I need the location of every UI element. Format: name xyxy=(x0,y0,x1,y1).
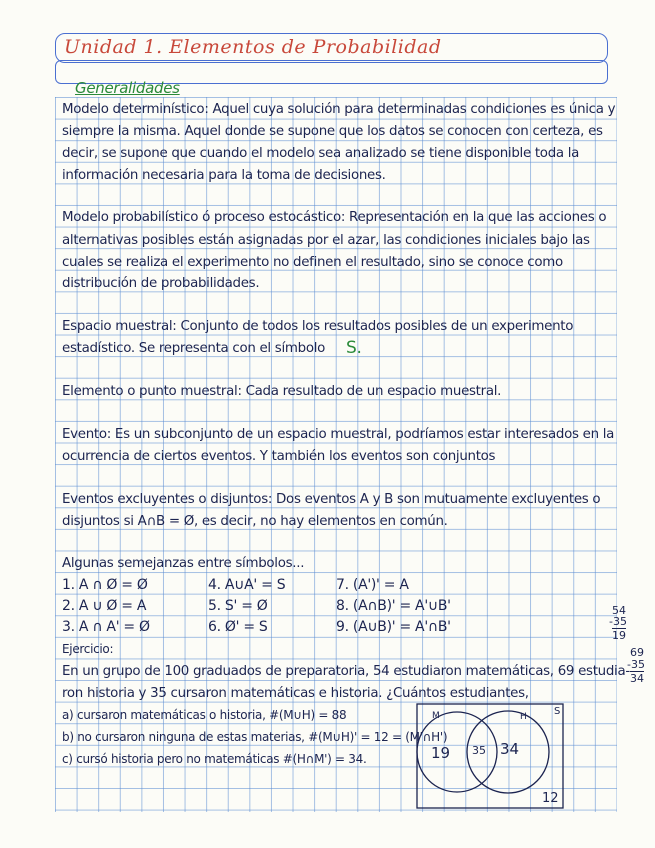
section-heading: Generalidades xyxy=(75,79,180,97)
probabilistico-line-4: distribución de probabilidades. xyxy=(62,276,260,291)
evento-line-1: Evento: Es un subconjunto de un espacio muestral, podríamos estar interesados en la xyxy=(62,427,615,442)
venn-both: 35 xyxy=(472,744,486,757)
semejanza-9: 9. (A∪B)' = A'∩B' xyxy=(336,619,451,635)
probabilistico-line-3: cuales se realiza el experimento no definen el resultado, sino se conoce como xyxy=(62,255,563,270)
determinista-line-2: siempre la misma. Aquel donde se supone que los datos se conocen con certeza, es xyxy=(62,124,603,139)
determinista-line-4: información necesaria para la toma de decisiones. xyxy=(62,168,386,183)
pregunta-c: c) cursó historia pero no matemáticas #(H∩M') = 34. xyxy=(62,752,367,766)
semejanza-1: 1. A ∩ Ø = Ø xyxy=(62,577,148,593)
calc2-top: 69 xyxy=(630,646,644,659)
excluyentes-line-2: disjuntos si A∩B = Ø, es decir, no hay elementos en común. xyxy=(62,514,448,529)
venn-only-h: 34 xyxy=(500,740,520,758)
determinista-line-1: Modelo determinístico: Aquel cuya solución para determinadas condiciones es única y xyxy=(62,102,616,117)
venn-label-s: S xyxy=(554,706,561,717)
pregunta-b: b) no cursaron ninguna de estas materias, #(M∪H)' = 12 = (M'∩H') xyxy=(62,730,448,744)
espacio-line-2: estadístico. Se representa con el símbolo xyxy=(62,341,326,356)
calc2-result: 34 xyxy=(630,672,644,685)
ejercicio-heading: Ejercicio: xyxy=(62,642,114,656)
semejanza-6: 6. Ø' = S xyxy=(208,619,268,635)
determinista-line-3: decir, se supone que cuando el modelo sea analizado se tiene disponible toda la xyxy=(62,146,580,161)
elemento-line: Elemento o punto muestral: Cada resultado de un espacio muestral. xyxy=(62,384,502,399)
espacio-line-1: Espacio muestral: Conjunto de todos los resultados posibles de un experimento xyxy=(62,319,574,334)
semejanzas-heading: Algunas semejanzas entre símbolos... xyxy=(62,556,305,571)
probabilistico-line-1: Modelo probabilístico ó proceso estocástico: Representación en la que las acciones o xyxy=(62,210,607,225)
venn-label-h: H xyxy=(520,712,527,722)
semejanza-5: 5. S' = Ø xyxy=(208,598,268,614)
calc1-sub: -35 xyxy=(609,615,627,628)
calc1-result: 19 xyxy=(612,629,626,642)
probabilistico-line-2: alternativas posibles están asignadas por el azar, las condiciones iniciales bajo las xyxy=(62,233,590,248)
venn-outside: 12 xyxy=(542,791,559,806)
semejanza-7: 7. (A')' = A xyxy=(336,577,409,593)
espacio-symbol: S. xyxy=(346,338,362,358)
venn-label-m: M xyxy=(432,711,440,721)
ejercicio-line-2: ron historia y 35 cursaron matemáticas e historia. ¿Cuántos estudiantes, xyxy=(62,686,529,701)
semejanza-8: 8. (A∩B)' = A'∪B' xyxy=(336,598,451,614)
ejercicio-line-1: En un grupo de 100 graduados de preparatoria, 54 estudiaron matemáticas, 69 estudia- xyxy=(62,664,630,679)
excluyentes-line-1: Eventos excluyentes o disjuntos: Dos eventos A y B son mutuamente excluyentes o xyxy=(62,492,601,507)
page-title: Unidad 1. Elementos de Probabilidad xyxy=(64,36,442,58)
venn-only-m: 19 xyxy=(431,744,451,762)
semejanza-3: 3. A ∩ A' = Ø xyxy=(62,619,150,635)
pregunta-a: a) cursaron matemáticas o historia, #(M∪H) = 88 xyxy=(62,708,347,722)
calc2-sub: -35 xyxy=(627,658,645,671)
semejanza-2: 2. A ∪ Ø = A xyxy=(62,598,147,614)
evento-line-2: ocurrencia de ciertos eventos. Y también los eventos son conjuntos xyxy=(62,449,496,464)
calc1-top: 54 xyxy=(612,604,626,617)
semejanza-4: 4. A∪A' = S xyxy=(208,577,286,593)
